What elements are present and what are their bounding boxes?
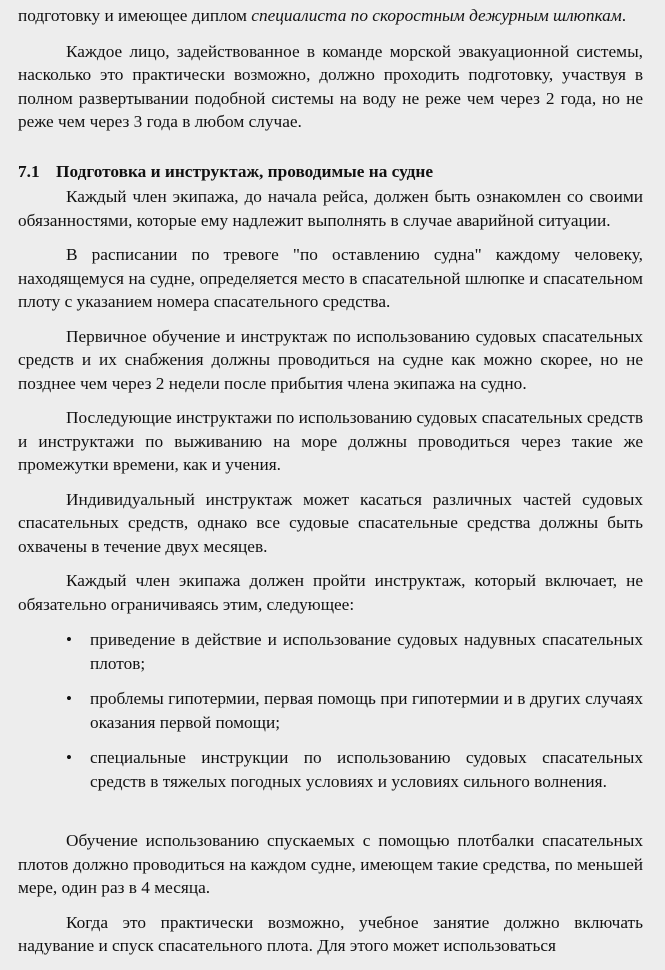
list-item-text: проблемы гипотермии, первая помощь при гипотермии и в других случаях оказания первой помощи; [90,689,643,732]
paragraph-individual-instruction: Индивидуальный инструктаж может касаться различных частей судовых спасательных средств, однако все судовые спасательные средства должны быть охвачены в течение двух месяцев. [18,489,643,556]
paragraph-evacuation-training: Каждое лицо, задействованное в команде морской эвакуационной системы, насколько это практически возможно, должно проходить подготовку, участвуя в полном развертывании подобной системы на воду не реже чем через 2 года, но не реже чем через 3 года в любом случае. [18,41,643,131]
paragraph-continuation [18,4,643,28]
list-item-text: специальные инструкции по использованию судовых спасательных средств в тяжелых погодных условиях и условиях сильного волнения. [90,748,643,791]
list-item-text: приведение в действие и использование судовых надувных спасательных плотов; [90,630,643,673]
bullet-icon: • [66,689,72,708]
list-item [18,746,643,793]
paragraph-raft-inflation: Когда это практически возможно, учебное занятие должно включать надувание и спуск спасательного плота. Для этого может использоваться [18,912,643,955]
list-item [18,628,643,675]
section-title: Подготовка и инструктаж, проводимые на судне [56,161,434,181]
paragraph-continuation-prefix: подготовку и имеющее диплом [18,6,252,25]
instruction-list [18,628,643,793]
paragraph-crew-instruction-intro: Каждый член экипажа должен пройти инструктаж, который включает, не обязательно ограничиваясь этим, следующее: [18,571,643,614]
bullet-icon: • [66,748,72,767]
list-item [18,687,643,734]
paragraph-subsequent-training: Последующие инструктажи по использованию судовых спасательных средств и инструктажи по выживанию на море должны проводиться через такие же промежутки времени, как и учения. [18,408,643,474]
paragraph-continuation-suffix: . [621,6,627,25]
section-number: 7.1 [18,161,40,181]
paragraph-initial-training: Первичное обучение и инструктаж по использованию судовых спасательных средств и их снабжения должны проводиться на судне как можно скорее, но не позднее чем через 2 недели после прибытия члена экипажа на судно. [18,326,643,393]
paragraph-davit-raft-training: Обучение использованию спускаемых с помощью плотбалки спасательных плотов должно проводиться на каждом судне, имеющем такие средства, по меньшей мере, один раз в 4 месяца. [18,831,643,897]
qualification-title: специалиста по скоростным дежурным шлюпкам [251,6,622,25]
section-heading [18,160,643,184]
bullet-icon: • [66,630,72,649]
paragraph-muster-list: В расписании по тревоге "по оставлению судна" каждому человеку, находящемуся на судне, определяется место в спасательной шлюпке и спасательном плоту с указанием номера спасательного средства. [18,245,643,311]
paragraph-crew-familiarization: Каждый член экипажа, до начала рейса, должен быть ознакомлен со своими обязанностями, которые ему надлежит выполнять в случае аварийной ситуации. [18,187,643,230]
